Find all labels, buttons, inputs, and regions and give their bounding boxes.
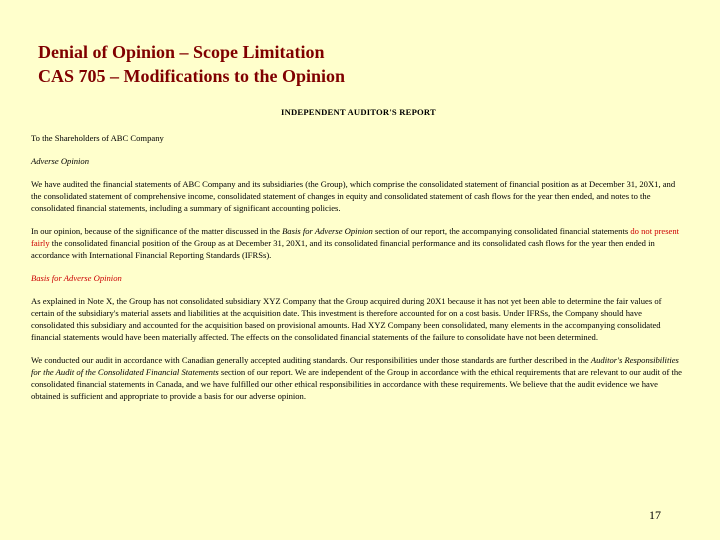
adverse-opinion-heading: Adverse Opinion (31, 156, 89, 166)
addressee: To the Shareholders of ABC Company (31, 133, 164, 143)
paragraph-2-text-3: the consolidated financial position of the Group as at December 31, 20X1, and its consolidated financial performance and its consolidated cash flows for the year then ended in accordance with International Financial Reporting Standards (IFRSs). (31, 238, 655, 260)
do-not-present-fairly-highlight: do not present fairly (31, 226, 680, 248)
paragraph-2-text-1: In our opinion, because of the significance of the matter discussed in the (31, 226, 283, 236)
auditor-report (31, 106, 686, 413)
basis-paragraph-1: As explained in Note X, the Group has not consolidated subsidiary XYZ Company that the Group acquired during 20X1 because it has not yet been able to determine the fair values of certain of the subsidiary's material assets and liabilities at the acquisition date. This investment is therefore accounted for on a cost basis. Under IFRSs, the Company should have consolidated this subsidiary and accounted for the acquisition based on provisional amounts. Had XYZ Company been consolidated, many elements in the accompanying consolidated financial statements would have been materially affected. The effects on the consolidated financial statements of the failure to consolidate have not been determined. (31, 296, 662, 342)
report-heading: INDEPENDENT AUDITOR'S REPORT (281, 107, 436, 117)
slide-title (38, 40, 345, 88)
paragraph-4-text-2: section of our report. We are independent of the Group in accordance with the ethical requirements that are relevant to our audit of the consolidated financial statements in Canada, and we have fulfilled our other ethical responsibilities in accordance with these requirements. We believe that the audit evidence we have obtained is sufficient and appropriate to provide a basis for our adverse opinion. (31, 367, 682, 401)
basis-section-reference: Basis for Adverse Opinion (282, 226, 373, 236)
basis-paragraph-2 (31, 354, 686, 402)
auditor-responsibilities-reference: Auditor's Responsibilities for the Audit of the Consolidated Financial Statements (31, 355, 679, 377)
opinion-paragraph-2 (31, 225, 686, 261)
opinion-paragraph-1: We have audited the financial statements of ABC Company and its subsidiaries (the Group), which comprise the consolidated statement of financial position as at December 31, 20X1, and the consolidated statement of comprehensive income, consolidated statement of changes in equity and consolidated statement of cash flows for the year then ended, and notes to the consolidated financial statements, including a summary of significant accounting policies. (31, 179, 676, 213)
title-line-1: Denial of Opinion – Scope Limitation (38, 42, 325, 62)
paragraph-2-text-2: section of our report, the accompanying consolidated financial statements (372, 226, 631, 236)
basis-heading: Basis for Adverse Opinion (31, 273, 122, 283)
paragraph-4-text-1: We conducted our audit in accordance with Canadian generally accepted auditing standards. Our responsibilities under those standards are further described in the (31, 355, 591, 365)
title-line-2: CAS 705 – Modifications to the Opinion (38, 66, 346, 86)
page-number: 17 (649, 508, 661, 522)
